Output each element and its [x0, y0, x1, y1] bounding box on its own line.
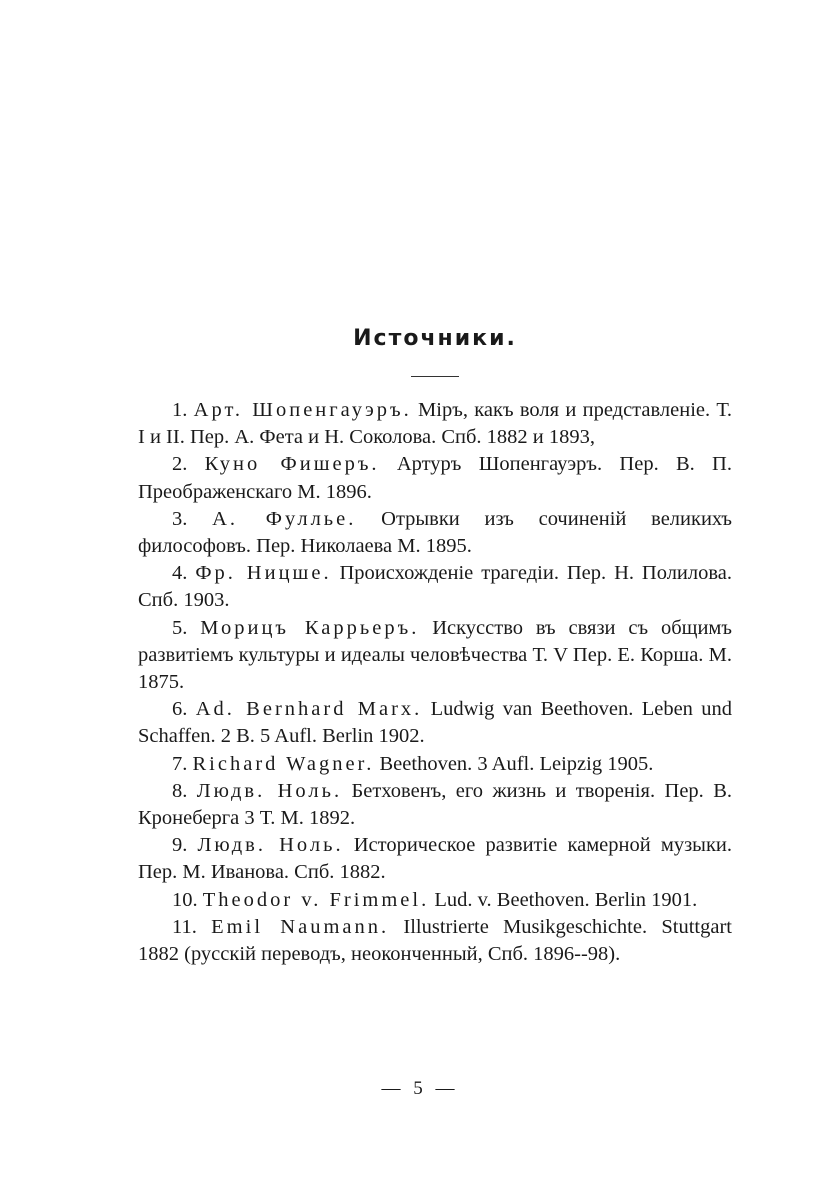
entry-author: Richard Wagner. [192, 752, 375, 775]
entry-text: Искусство въ связи съ общимъ развитіемъ культуры и идеалы человѣчества Т. V Пер. Е. Корша. М. 1875. [138, 616, 733, 694]
entry-number: 3. [172, 507, 188, 530]
entry-number: 6. [172, 698, 188, 721]
entry-author: Ad. Bernhard Marx. [195, 698, 423, 721]
entry-text: Происхожденіе трагедіи. Пер. Н. Полилова. Спб. 1903. [138, 562, 733, 612]
entry-number: 11. [172, 915, 197, 938]
entry-number: 4. [172, 562, 188, 585]
entry-number: 5. [172, 616, 188, 639]
source-entry [138, 778, 732, 832]
sources-list [138, 397, 732, 968]
entry-author: Theodor v. Frimmel. [202, 888, 430, 911]
source-entry [138, 751, 732, 778]
entry-author: А. Фуллье. [212, 507, 357, 530]
source-entry [138, 615, 732, 697]
entry-text: Отрывки изъ сочиненій великихъ философовъ. Пер. Николаева М. 1895. [138, 507, 732, 558]
source-entry [138, 914, 732, 968]
entry-author: Морицъ Каррьеръ. [200, 616, 420, 639]
title-divider [411, 376, 459, 377]
entry-author: Арт. Шопенгауэръ. [193, 399, 412, 421]
entry-text: Бетховенъ, его жизнь и творенія. Пер. В. Кронеберга 3 Т. М. 1892. [138, 779, 732, 830]
entry-number: 9. [172, 834, 188, 857]
source-entry [138, 832, 732, 886]
entry-author: Фр. Ницше. [195, 562, 332, 585]
entry-author: Куно Фишеръ. [204, 453, 380, 476]
entry-text: Историческое развитіе камерной музыки. Пер. М. Иванова. Спб. 1882. [138, 834, 733, 884]
entry-number: 7. [172, 752, 188, 775]
entry-number: 10. [172, 888, 198, 911]
entry-author: Людв. Ноль. [196, 779, 343, 802]
entry-number: 2. [172, 453, 188, 476]
source-entry [138, 397, 732, 451]
source-entry [138, 696, 732, 750]
page-body [138, 312, 732, 968]
entry-text: Beethoven. 3 Aufl. Leipzig 1905. [374, 752, 654, 775]
entry-number: 8. [172, 779, 188, 802]
entry-text: Артуръ Шопенгауэръ. Пер. В. П. Преображенскаго М. 1896. [138, 453, 732, 503]
entry-text: Міръ, какъ воля и представленіе. Т. I и II. Пер. А. Фета и Н. Соколова. Спб. 1882 и 1893, [138, 399, 733, 449]
entry-text: Ludwig van Beethoven. Leben und Schaffen. 2 B. 5 Aufl. Berlin 1902. [138, 698, 732, 748]
entry-number: 1. [172, 399, 188, 421]
entry-author: Emil Naumann. [211, 915, 390, 938]
source-entry [138, 560, 732, 614]
source-entry [138, 506, 732, 560]
entry-text: Lud. v. Beethoven. Berlin 1901. [429, 888, 698, 911]
source-entry [138, 887, 732, 914]
source-entry [138, 451, 732, 505]
entry-author: Людв. Ноль. [197, 834, 344, 857]
entry-text: Illustrierte Musikgeschichte. Stuttgart 1882 (русскій переводъ, неоконченный, Спб. 1896--98). [138, 915, 732, 966]
page-number: — 5 — [381, 1078, 459, 1099]
page-title: Источники. [353, 326, 517, 351]
